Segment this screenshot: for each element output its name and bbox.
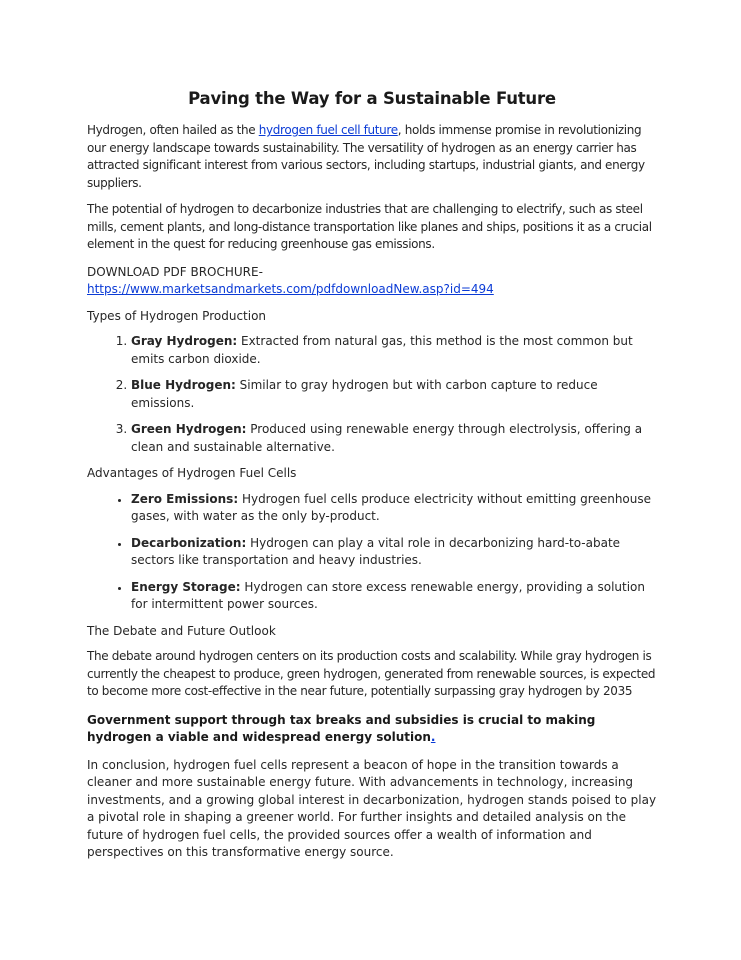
intro-text-after: , holds immense promise in revolutionizing our energy landscape towards sustainability. The versatility of hydrogen as an energy carrier has attracted significant interest from various sectors, including startups, industrial giants, and energy suppliers. — [87, 123, 645, 190]
list-item — [131, 579, 657, 614]
conclusion-paragraph: In conclusion, hydrogen fuel cells represent a beacon of hope in the transition towards a cleaner and more sustainable energy future. With advancements in technology, increasing investments, and a growing global interest in decarbonization, hydrogen stands poised to play a pivotal role in shaping a greener world. For further insights and detailed analysis on the future of hydrogen fuel cells, the provided sources offer a wealth of information and perspectives on this transformative energy source. — [87, 757, 657, 859]
government-text: Government support through tax breaks and subsidies is crucial to making hydrogen a viable and widespread energy solution — [87, 712, 596, 744]
type-term: Green Hydrogen: — [131, 422, 247, 436]
list-item — [131, 421, 657, 456]
advantages-heading: Advantages of Hydrogen Fuel Cells — [87, 466, 297, 480]
advantage-term: Decarbonization: — [131, 535, 247, 550]
types-list — [87, 333, 657, 456]
document-title: Paving the Way for a Sustainable Future — [188, 89, 556, 108]
list-item — [131, 377, 657, 412]
type-term: Gray Hydrogen: — [131, 334, 238, 348]
debate-paragraph: The debate around hydrogen centers on its production costs and scalability. While gray hydrogen is currently the cheapest to produce, green hydrogen, generated from renewable sources, is expected to become more cost-effective in the near future, potentially surpassing gray hydrogen by 2035 — [87, 649, 656, 698]
download-label: DOWNLOAD PDF BROCHURE- — [87, 264, 263, 279]
document-page — [87, 88, 657, 871]
intro-text-before: Hydrogen, often hailed as the — [87, 123, 259, 137]
types-heading: Types of Hydrogen Production — [87, 308, 267, 323]
advantage-desc: Hydrogen can store excess renewable energy, providing a solution for intermittent power sources. — [131, 579, 645, 611]
type-desc: Similar to gray hydrogen but with carbon capture to reduce emissions. — [131, 378, 598, 410]
type-term: Blue Hydrogen: — [131, 378, 236, 392]
intro-paragraph — [87, 122, 657, 192]
advantage-term: Zero Emissions: — [131, 491, 239, 506]
list-item — [131, 535, 657, 570]
type-desc: Produced using renewable energy through electrolysis, offering a clean and sustainable alternative. — [131, 422, 643, 454]
advantage-desc: Hydrogen can play a vital role in decarbonizing hard-to-abate sectors like transportation and heavy industries. — [131, 535, 621, 567]
advantage-desc: Hydrogen fuel cells produce electricity without emitting greenhouse gases, with water as the only by-product. — [131, 491, 652, 523]
advantage-term: Energy Storage: — [131, 579, 241, 594]
advantages-list — [87, 491, 657, 614]
decarbonize-paragraph: The potential of hydrogen to decarbonize industries that are challenging to electrify, such as steel mills, cement plants, and long-distance transportation like planes and ships, positions it as a crucial element in the quest for reducing greenhouse gas emissions. — [87, 202, 652, 251]
download-block — [87, 264, 657, 299]
debate-heading: The Debate and Future Outlook — [87, 623, 276, 638]
government-paragraph — [87, 712, 657, 747]
brochure-link[interactable]: https://www.marketsandmarkets.com/pdfdownloadNew.asp?id=494 — [87, 282, 494, 296]
list-item — [131, 491, 657, 526]
hydrogen-fuel-cell-link[interactable]: hydrogen fuel cell future — [258, 123, 398, 137]
government-period-link[interactable]: . — [430, 730, 436, 744]
type-desc: Extracted from natural gas, this method is the most common but emits carbon dioxide. — [131, 334, 633, 366]
list-item — [131, 333, 657, 368]
